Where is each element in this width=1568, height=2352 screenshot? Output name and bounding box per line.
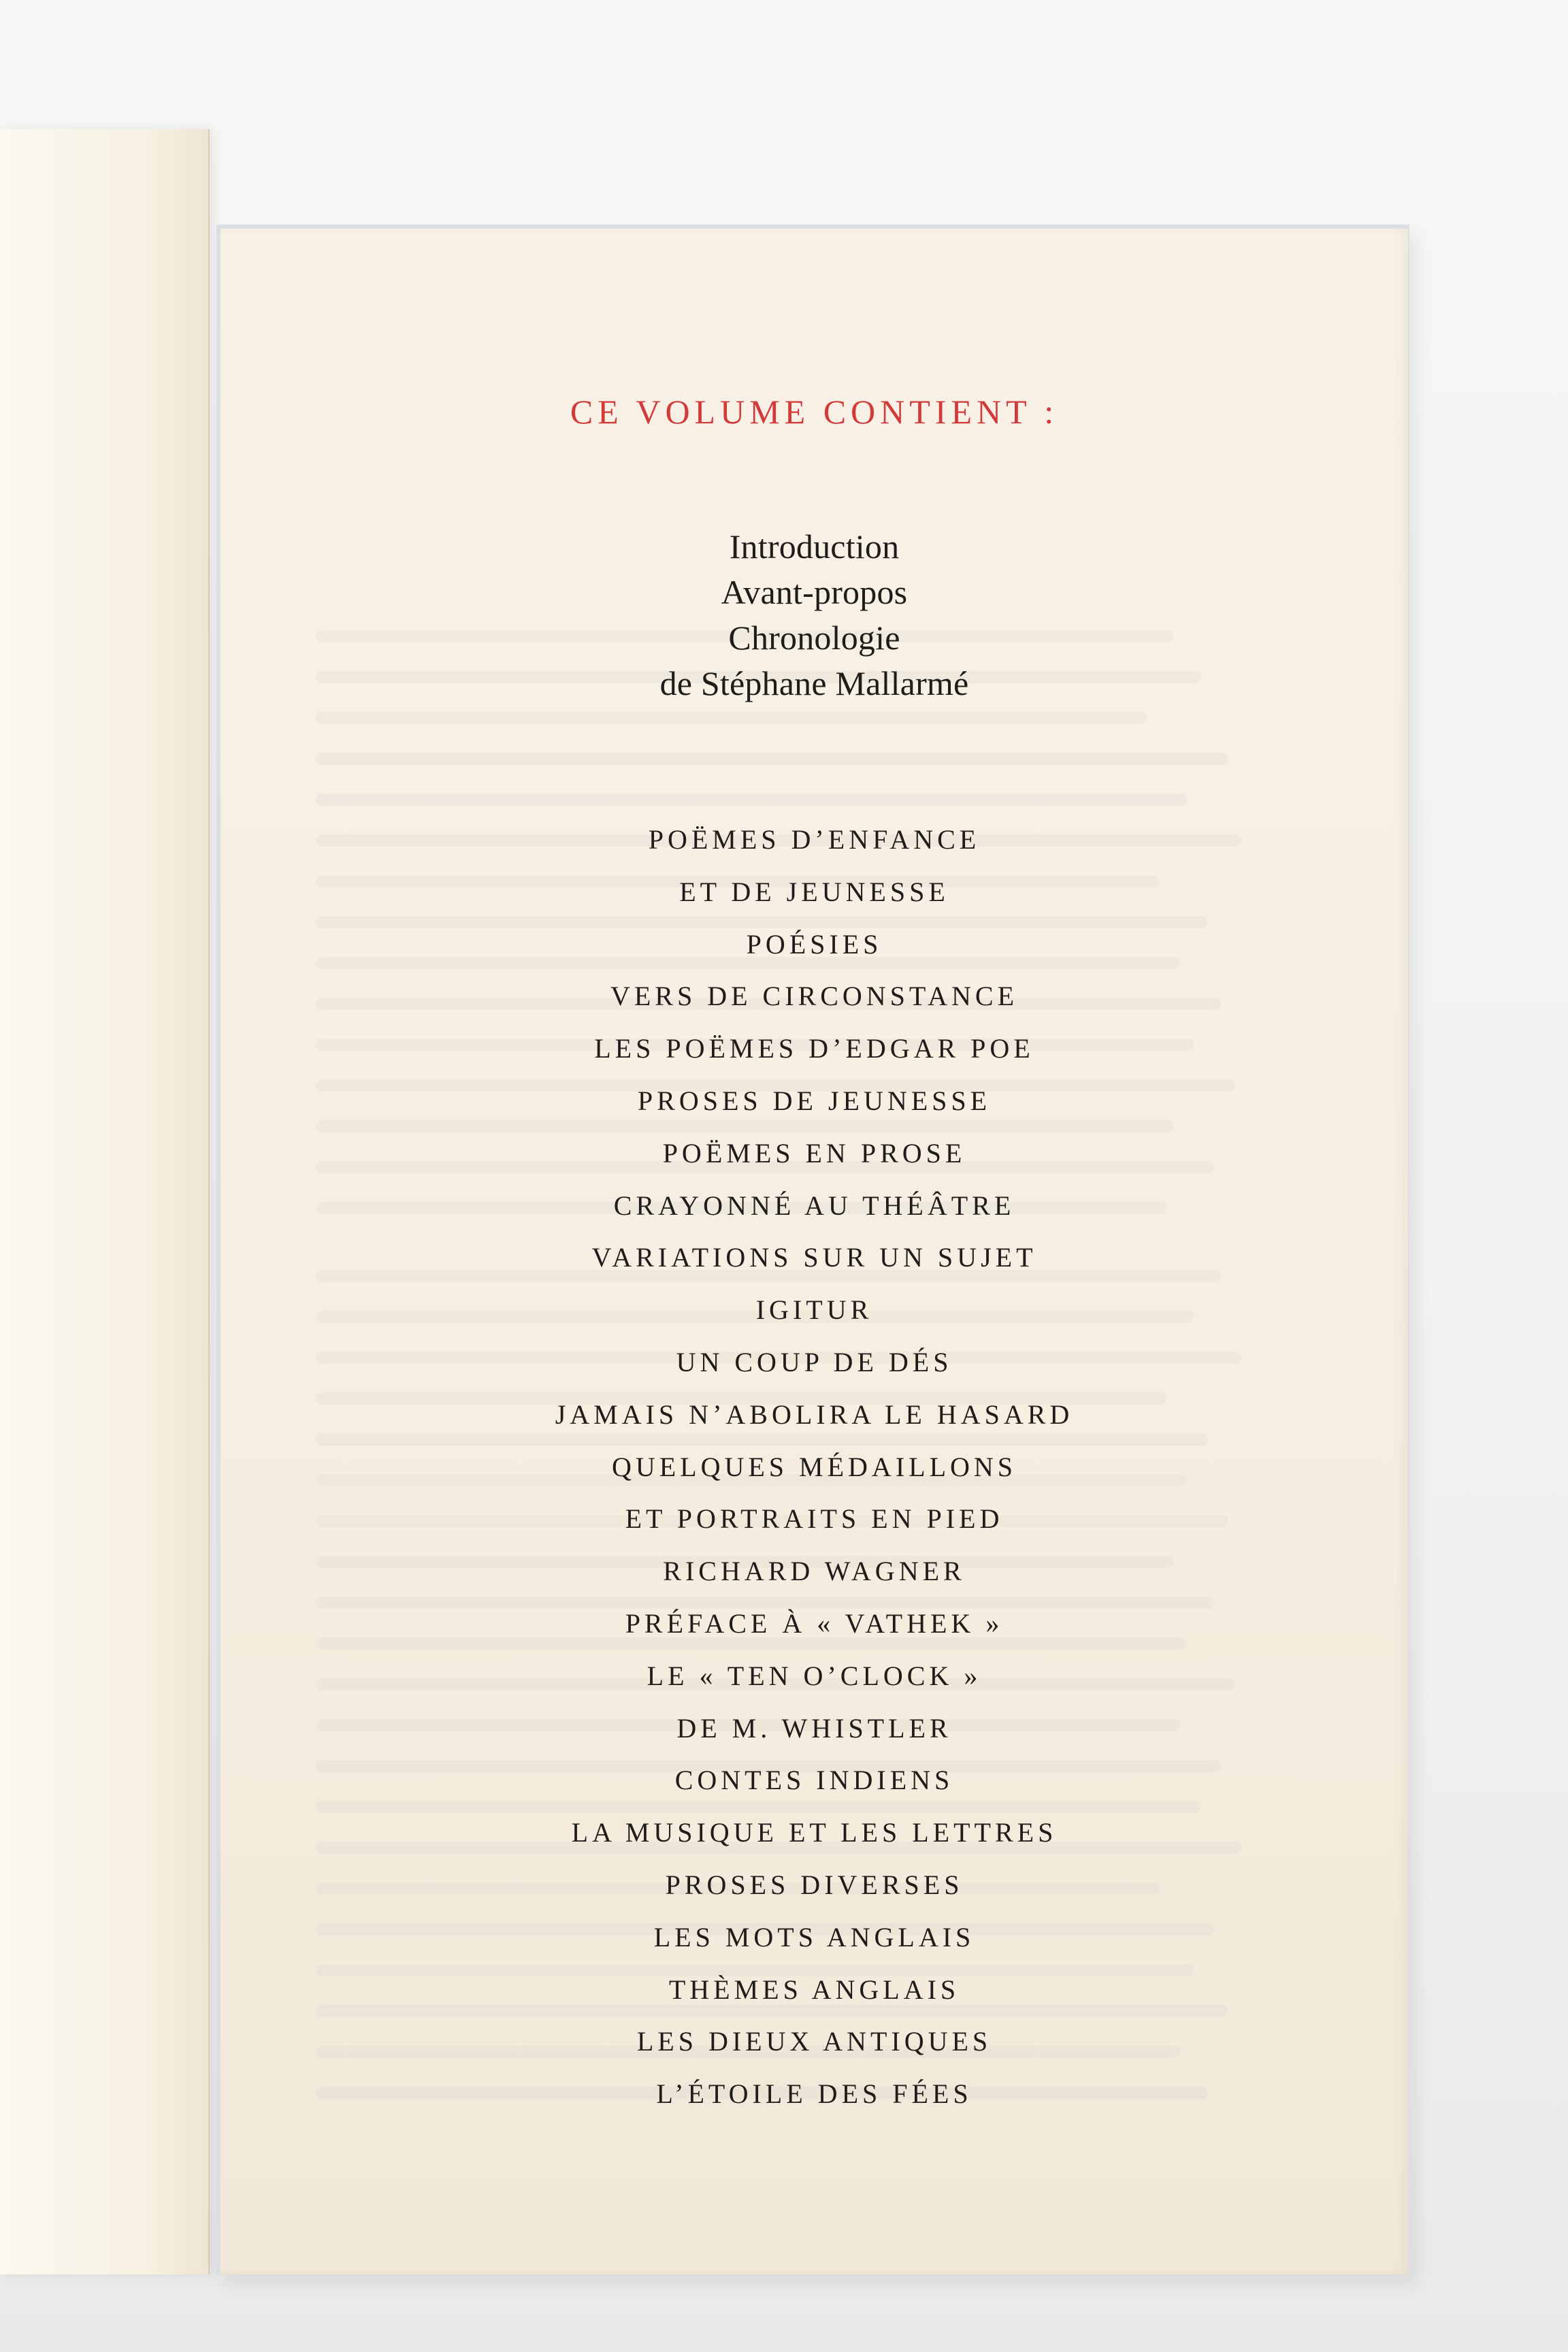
contents-item: POÉSIES [746,928,883,960]
contents-item: LA MUSIQUE ET LES LETTRES [571,1817,1058,1848]
contents-list [220,814,1408,2121]
contents-item: JAMAIS N’ABOLIRA LE HASARD [555,1399,1074,1430]
page-heading: CE VOLUME CONTIENT : [570,393,1059,431]
intro-line: Introduction [729,527,900,566]
contents-item: ET PORTRAITS EN PIED [625,1503,1004,1535]
contents-item: PRÉFACE À « VATHEK » [625,1607,1004,1639]
contents-item: PROSES DE JEUNESSE [637,1085,992,1116]
contents-item: VARIATIONS SUR UN SUJET [591,1242,1037,1273]
contents-item: PROSES DIVERSES [665,1869,964,1900]
contents-item: L’ÉTOILE DES FÉES [656,2078,973,2110]
main-page [220,229,1408,2274]
contents-item: DE M. WHISTLER [676,1712,952,1744]
left-page [0,129,210,2274]
intro-line: Chronologie [728,619,900,657]
intro-line: de Stéphane Mallarmé [659,664,969,702]
left-page-ghost-text [0,411,204,419]
contents-item: UN COUP DE DÉS [676,1346,953,1377]
contents-item: LES POËMES D’EDGAR POE [594,1033,1034,1064]
contents-item: IGITUR [755,1294,873,1326]
left-page-ghost-text [0,1124,203,1149]
contents-item: RICHARD WAGNER [663,1556,966,1587]
contents-item: VERS DE CIRCONSTANCE [610,981,1019,1012]
contents-item: LE « TEN O’CLOCK » [647,1660,982,1691]
contents-item: LES DIEUX ANTIQUES [636,2026,992,2057]
contents-item: POËMES D’ENFANCE [648,824,981,855]
table-of-contents-page [220,229,1408,2274]
contents-item: POËMES EN PROSE [662,1137,966,1169]
contents-item: LES MOTS ANGLAIS [653,1921,975,1953]
contents-item: CONTES INDIENS [674,1765,954,1796]
contents-item: CRAYONNÉ AU THÉÂTRE [613,1190,1015,1221]
left-page-ghost-text [68,2096,177,2274]
intro-section [220,524,1408,706]
contents-item: QUELQUES MÉDAILLONS [611,1451,1017,1482]
contents-item: ET DE JEUNESSE [679,876,949,907]
contents-item: THÈMES ANGLAIS [668,1974,960,2005]
intro-line: Avant-propos [721,573,908,611]
